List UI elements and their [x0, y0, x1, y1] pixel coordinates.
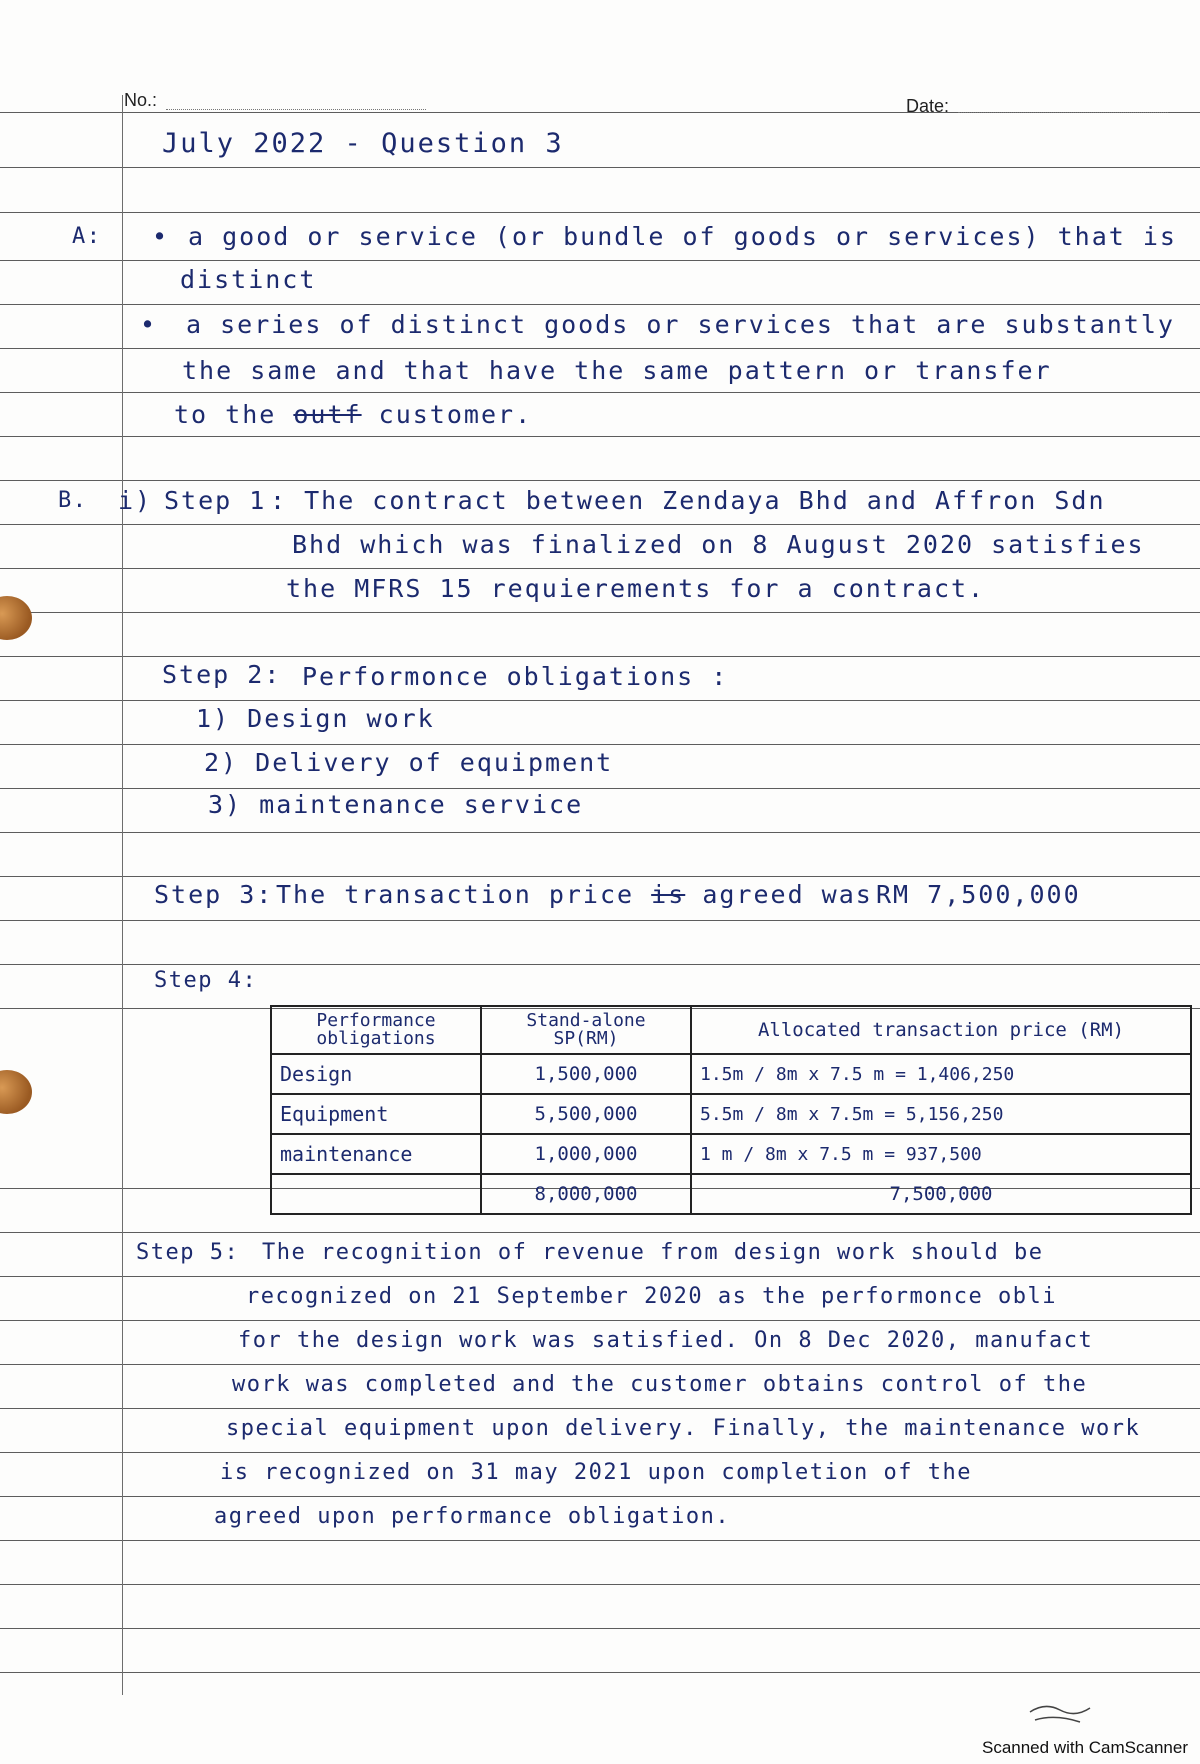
step1-line-3: the MFRS 15 requierements for a contract. [286, 574, 986, 603]
step3-text [276, 880, 873, 909]
table-total-row [271, 1174, 1191, 1214]
step1-line-1: : The contract between Zendaya Bhd and Affron Sdn [270, 486, 1106, 515]
ruled-line [0, 744, 1200, 745]
table-row [271, 1054, 1191, 1094]
ruled-line [0, 876, 1200, 877]
section-a-marker: A: [72, 224, 102, 249]
step5-line-1: The recognition of revenue from design work should be [262, 1240, 1044, 1265]
table-cell-obligation [271, 1174, 481, 1214]
ruled-line [0, 480, 1200, 481]
table-header-obligations: Performance obligations [271, 1006, 481, 1054]
ruled-line [0, 1672, 1200, 1673]
ruled-line [0, 1496, 1200, 1497]
ruled-line [0, 1276, 1200, 1277]
table-cell-sp: 1,500,000 [481, 1054, 691, 1094]
step5-line-7: agreed upon performance obligation. [214, 1504, 731, 1529]
step5-line-4: work was completed and the customer obtains control of the [232, 1372, 1088, 1397]
ruled-line [0, 1408, 1200, 1409]
ruled-line [0, 1320, 1200, 1321]
ruled-line [0, 1452, 1200, 1453]
allocation-table [270, 1005, 1192, 1215]
table-cell-sp-total: 8,000,000 [481, 1174, 691, 1214]
step2-item-2: 2) Delivery of equipment [204, 748, 614, 777]
signature-scribble [1025, 1700, 1095, 1730]
table-cell-allocation: 1 m / 8m x 7.5 m = 937,500 [691, 1134, 1191, 1174]
step5-line-6: is recognized on 31 may 2021 upon completion of the [220, 1460, 973, 1485]
bullet-2-line-3-a: to the [174, 400, 277, 429]
step5-label: Step 5: [136, 1240, 240, 1265]
step5-line-2: recognized on 21 September 2020 as the performonce obli [246, 1284, 1057, 1309]
ruled-line [0, 1232, 1200, 1233]
table-cell-obligation: maintenance [271, 1134, 481, 1174]
table-cell-obligation: Equipment [271, 1094, 481, 1134]
struck-word: is [651, 880, 686, 909]
bullet-1-line-2: distinct [180, 265, 317, 294]
part-marker: i) [118, 486, 153, 515]
step2-item-1: 1) Design work [196, 704, 435, 733]
step5-line-5: special equipment upon delivery. Finally, the maintenance work [226, 1416, 1141, 1441]
step2-heading: Performonce obligations : [302, 662, 729, 691]
table-cell-allocation: 5.5m / 8m x 7.5m = 5,156,250 [691, 1094, 1191, 1134]
step2-label: Step 2: [162, 660, 282, 689]
bullet-1-line-1: a good or service (or bundle of goods or services) that is [188, 222, 1177, 251]
ruled-line [0, 524, 1200, 525]
ruled-line [0, 436, 1200, 437]
step3-text-b: agreed was [702, 880, 873, 909]
step5-line-3: for the design work was satisfied. On 8 Dec 2020, manufact [238, 1328, 1094, 1353]
binder-hole [0, 596, 32, 640]
ruled-line [0, 1584, 1200, 1585]
bullet-dot: • [140, 310, 158, 339]
ruled-line [0, 656, 1200, 657]
ruled-line [0, 304, 1200, 305]
date-label: Date: [906, 96, 950, 116]
step3-text-a: The transaction price [276, 880, 635, 909]
step4-label: Step 4: [154, 968, 258, 993]
no-dotted-line [166, 109, 426, 110]
ruled-line [0, 568, 1200, 569]
ruled-line [0, 167, 1200, 168]
page-title: July 2022 - Question 3 [162, 128, 564, 159]
table-row [271, 1134, 1191, 1174]
table-cell-sp: 1,000,000 [481, 1134, 691, 1174]
date-dotted-line [958, 112, 1168, 113]
ruled-line [0, 832, 1200, 833]
ruled-line [0, 260, 1200, 261]
bullet-2-line-3-b: customer. [378, 400, 533, 429]
table-cell-obligation: Design [271, 1054, 481, 1094]
ruled-line [0, 1364, 1200, 1365]
table-header-row [271, 1006, 1191, 1054]
margin-line [122, 95, 123, 1695]
ruled-line [0, 920, 1200, 921]
bullet-2-line-1: a series of distinct goods or services that are substantly [186, 310, 1175, 339]
step1-label: Step 1 [164, 486, 267, 515]
bullet-2-line-3 [174, 400, 532, 429]
ruled-line [0, 392, 1200, 393]
bullet-dot: • [152, 222, 170, 251]
ruled-line [0, 1628, 1200, 1629]
ruled-line [0, 964, 1200, 965]
table-cell-allocation-total: 7,500,000 [691, 1174, 1191, 1214]
no-label: No.: [124, 90, 158, 110]
table-cell-sp: 5,500,000 [481, 1094, 691, 1134]
ruled-line [0, 348, 1200, 349]
ruled-line [0, 212, 1200, 213]
step3-amount: RM 7,500,000 [876, 880, 1081, 909]
ruled-line [0, 1540, 1200, 1541]
ruled-line [0, 788, 1200, 789]
table-header-allocated-price: Allocated transaction price (RM) [691, 1006, 1191, 1054]
scanner-footer: Scanned with CamScanner [981, 1738, 1188, 1757]
step1-line-2: Bhd which was finalized on 8 August 2020 satisfies [292, 530, 1145, 559]
ruled-line [0, 700, 1200, 701]
struck-word: outf [293, 400, 362, 429]
binder-hole [0, 1070, 32, 1114]
section-b-marker: B. [58, 488, 88, 513]
bullet-2-line-2: the same and that have the same pattern or transfer [182, 356, 1052, 385]
step2-item-3: 3) maintenance service [208, 790, 584, 819]
ruled-line [0, 612, 1200, 613]
table-row [271, 1094, 1191, 1134]
table-header-standalone-sp: Stand-alone SP(RM) [481, 1006, 691, 1054]
table-cell-allocation: 1.5m / 8m x 7.5 m = 1,406,250 [691, 1054, 1191, 1094]
step3-label: Step 3: [154, 880, 274, 909]
